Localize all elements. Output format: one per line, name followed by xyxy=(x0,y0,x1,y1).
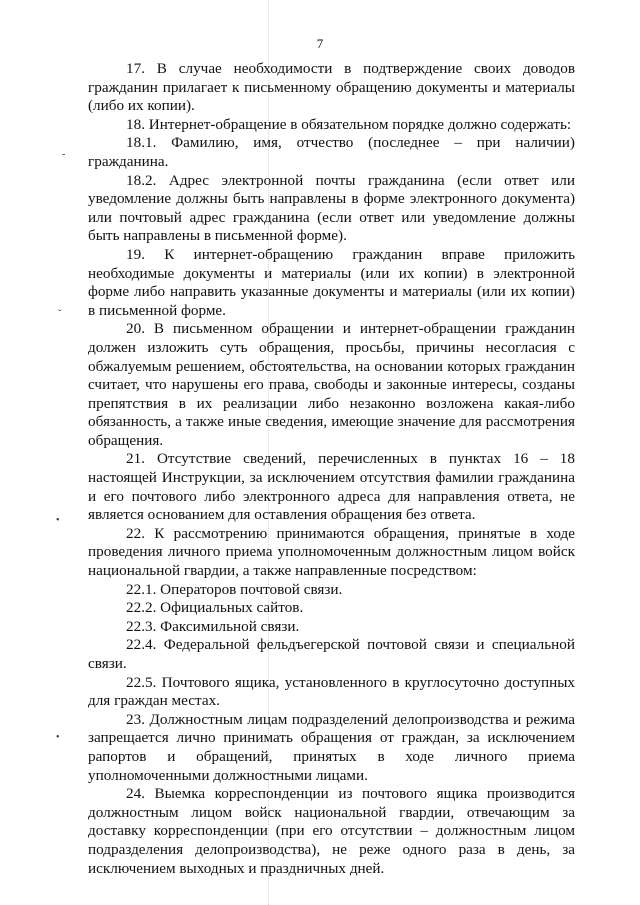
paragraph-22-4: 22.4. Федеральной фельдъегерской почтовой связи и специальной связи. xyxy=(88,636,575,672)
margin-mark: ˇ xyxy=(58,309,62,320)
paragraph-22-2: 22.2. Официальных сайтов. xyxy=(126,599,304,617)
paragraph-22-1: 22.1. Операторов почтовой связи. xyxy=(126,580,343,598)
paragraph-18: 18. Интернет-обращение в обязательном порядке должно содержать: xyxy=(126,115,572,133)
paragraph-22: 22. К рассмотрению принимаются обращения, принятые в ходе проведения личного приема уполномоченным должностным лицом войск национальной гвардии, а также направленные посредством: xyxy=(88,524,575,580)
paragraph-24: 24. Выемка корреспонденции из почтового ящика производится должностным лицом войск национальной гвардии, отвечающим за доставку корреспонденции (при его отсутствии – должностным лицом подразделения делопроизводства), не реже одного раза в день, за исключением выходных и праздничных дней. xyxy=(88,785,575,877)
margin-mark: • xyxy=(56,515,60,526)
paragraph-18-2: 18.2. Адрес электронной почты гражданина (если ответ или уведомление должны быть направлены в форме электронного документа) или почтовый адрес гражданина (если ответ или уведомление должны быть направлены в письменной форме). xyxy=(88,171,575,245)
paragraph-23: 23. Должностным лицам подразделений делопроизводства и режима запрещается лично принимать обращения от граждан, за исключением рапортов и обращений, принятых в ходе личного приема уполномоченными должностными лицами. xyxy=(88,710,575,784)
margin-mark: • xyxy=(56,732,60,743)
paragraph-20: 20. В письменном обращении и интернет-обращении гражданин должен изложить суть обращения, просьбы, причины несогласия с обжалуемым решением, обстоятельства, на основании которых гражданин считает, что нарушены его права, свободы и законные интересы, созданы препятствия в их реализации либо незаконно возложена какая-либо обязанность, а также иные сведения, имеющие значение для рассмотрения обращения. xyxy=(88,320,575,449)
margin-mark: - xyxy=(62,149,66,160)
document-body xyxy=(88,60,575,878)
paragraph-18-1: 18.1. Фамилию, имя, отчество (последнее – при наличии) гражданина. xyxy=(88,134,575,170)
paragraph-22-3: 22.3. Факсимильной связи. xyxy=(126,617,300,635)
paragraph-22-5: 22.5. Почтового ящика, установленного в круглосуточно доступных для граждан местах. xyxy=(88,673,575,710)
page-number: 7 xyxy=(316,36,324,51)
paragraph-17: 17. В случае необходимости в подтверждение своих доводов гражданин прилагает к письменному обращению документы и материалы (либо их копии). xyxy=(88,60,575,115)
paragraph-19: 19. К интернет-обращению гражданин вправе приложить необходимые документы и материалы (или их копии) в электронной форме либо направить указанные документы и материалы (или их копии) в письменной форме. xyxy=(88,245,575,319)
paragraph-21: 21. Отсутствие сведений, перечисленных в пунктах 16 – 18 настоящей Инструкции, за исключением отсутствия фамилии гражданина и его почтового либо электронного адреса для направления ответа, не является основанием для оставления обращения без ответа. xyxy=(88,450,575,524)
